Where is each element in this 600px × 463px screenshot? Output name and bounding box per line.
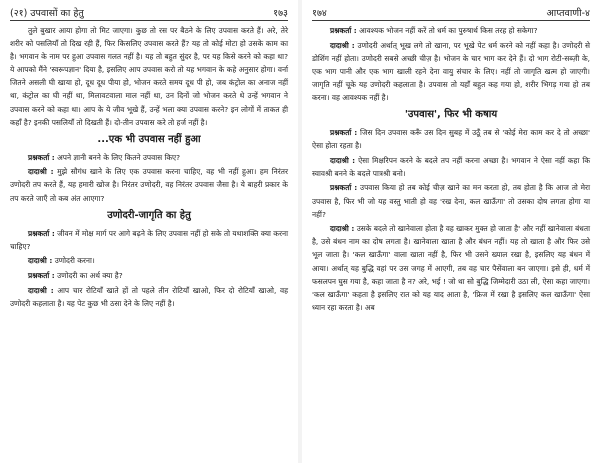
paragraph-text: मुझे सौगंध खाने के लिए एक उपवास करना चाहिए, वह भी नहीं हुआ। हम निरंतर उणोदरी तप करते हैं, यह हमारी खोज है। निरंतर उणोदरी, वह निरंतर उपवास जैसा है। ये बाहरी प्रकार के तप करते जाएँ तो कब अंत आएगा? [10, 167, 288, 203]
speaker-label: प्रश्नकर्ता : [330, 128, 358, 138]
paragraph-text: उणोदरी अर्थात् भूख लगे तो खाना, पर भूखे पेट धर्म करने को नहीं कहा है। उणोदरी से डोशिंग नहीं होता। उणोदरी सबसे अच्छी चीज़ है। भोजन के चार भाग कर देने हैं। दो भाग रोटी-सब्ज़ी के, एक भाग पानी और एक भाग खाली रहने देना वायु संचार के लिए। नहीं तो जागृति खत्म हो जाएगी। जागृति नहीं चूके यह उणोदरी कहलाता है। उपवास तो यहाँ बहुत कह गया हो, शरीर भिगड़ गया हो तब करना। वह आवश्यक नहीं है। [312, 40, 590, 102]
section-heading: ...एक भी उपवास नहीं हुआ [97, 133, 201, 145]
paragraph-text: जिस दिन उपवास करूँ उस दिन सुबह में उठूँ तब से 'कोई मेरा काम कर दे तो अच्छा' ऐसा होता रहता है। [312, 128, 591, 151]
paragraph [312, 39, 590, 104]
right-page [304, 0, 600, 463]
page-body [312, 24, 590, 314]
speaker-label: प्रश्नकर्ता : [28, 152, 55, 162]
speaker-label: प्रश्नकर्ता : [330, 26, 357, 35]
page-body [10, 24, 288, 310]
chapter-header: (२१) उपवासों का हेतु [10, 7, 84, 19]
running-header [10, 4, 288, 21]
speaker-label: दादाश्री : [330, 40, 355, 50]
paragraph-text: अपने ज्ञानी बनने के लिए कितने उपवास किए? [57, 152, 181, 162]
paragraph-text: आवश्यक भोजन नहीं करें तो धर्म का पुरुषार्थ किस तरह हो सकेगा? [359, 26, 538, 35]
speaker-label: प्रश्नकर्ता : [28, 270, 55, 280]
paragraph [312, 24, 590, 37]
page-number: १७३ [273, 7, 288, 19]
book-title-header: आप्तवाणी-४ [546, 7, 590, 19]
running-header [312, 4, 590, 21]
speaker-label: दादाश्री : [28, 167, 54, 177]
paragraph [312, 126, 590, 152]
paragraph [312, 154, 590, 180]
paragraph-text: तुले बुखार आया होगा तो मिट जाएगा। कुछ तो रस पर बैठने के लिए उपवास करते हैं। अरे, तेरे शरीर को पसलियाँ तो दिख रही हैं, फिर किसलिए उपवास करते हैं? यह तो कोई मोटा हो उसके काम का है। भगवान के नाम पर हुआ उपवास गलत नहीं है। यह तो बहुत सुंदर है, पर यह किसे करने को कहा था? ये आपको मैंने 'स्वरूपज्ञान' दिया है, इसलिए आप उपवास करो तो यह भगवान के कहे अनुसार होगा। वर्ना जितने असली घी खाया हो, दूध दूध पीया हो, भोजन करते समय दूध पी हो, जब कंट्रोल का अनाज नहीं था, कंट्रोल का घी नहीं था, मिलावटवाला माल नहीं था, उन दिनों जो भोजन करते थे उन्हें भगवान ने उपवास करने को कहा था। आप के ये जीव भूखे हैं, उन्हें भला क्या उपवास करने? इन लोगों में ताकत ही कहाँ है? इनकी पसलियाँ तो दिखती हैं। दो-तीन उपवास करे तो हर्ज नहीं है। [10, 26, 288, 127]
paragraph-text: जीवन में मोक्ष मार्ग पर आगे बढ़ने के लिए उपवास नहीं हो सके तो यथाशक्ति क्या करना चाहिए? [10, 228, 288, 251]
paragraph-text: उपवास किया हो तब कोई चीज़ खाने का मन करता हो, तब होता है कि आज तो मेरा उपवास है, फिर भी जो यह वस्तु भाती हो वह 'रख देना, कल खाऊँगा' तो उसका दोष लगता होगा या नहीं? [312, 183, 590, 219]
speaker-label: दादाश्री : [330, 224, 355, 234]
paragraph [10, 269, 288, 282]
paragraph [10, 284, 288, 310]
paragraph [10, 227, 288, 253]
paragraph [10, 165, 288, 204]
speaker-label: दादाश्री : [330, 155, 356, 165]
left-page [0, 0, 296, 463]
paragraph [312, 181, 590, 220]
speaker-label: प्रश्नकर्ता : [330, 183, 358, 193]
speaker-label: दादाश्री : [28, 285, 54, 295]
paragraph-text: आप चार रोटियाँ खाते हों तो पहले तीन रोटियाँ खाओ, फिर दो रोटियाँ खाओ, वह उणोदरी कहलाता है। यह पेट कुछ भी ठसा देने के लिए नहीं है। [10, 285, 289, 308]
paragraph-text: उसके बदले तो खानेवाला होता है वह खाकर मुक्त हो जाता है' और नहीं खानेवाला बंधता है, उसे बंधन नाम का दोष लगता है। खानेवाला खाता है और बंधन नहीं। यह तो खाता है और फिर उसे भूल जाता है। 'कल खाऊँगा' वाला खाता नहीं है, फिर भी उसने ख्याल रखा है, इसलिए यह बंधन में आया। अर्थात् यह बुद्धि वहां पर उस जगह में आएगी, तब वह चार पैसेंवाला बन जाएगा। इसे ही, धर्म में फसलपन घुस गया है, कहा जाता है न? अरे, भई ! जो था सो बुद्धि जिम्मेदारी उठा ली, ऐसा कहा जाएगा। 'कल खाऊँगा' कहता है इसलिए रात को यह याद आता है, 'फ्रिज में रखा है इसलिए कल खाऊँगा' ऐसा ध्यान रहा करता है। अब [312, 224, 590, 312]
paragraph [312, 222, 590, 314]
paragraph [10, 254, 288, 267]
paragraph-text: उणोदरी का अर्थ क्या है? [57, 270, 123, 280]
paragraph [10, 24, 288, 129]
page-number: १७४ [312, 7, 327, 19]
paragraph [10, 151, 288, 164]
paragraph-text: उणोदरी करना। [54, 256, 95, 266]
speaker-label: दादाश्री : [28, 256, 53, 266]
paragraph-text: ऐसा मिक्षरिपन करने के बदले तप नहीं करना अच्छा है। भगवान ने ऐसा नहीं कहा कि स्वावश्री बनने के बदले पात्रश्री बनो। [312, 155, 590, 178]
speaker-label: प्रश्नकर्ता : [28, 228, 55, 238]
section-heading: 'उपवास', फिर भी कषाय [404, 109, 498, 121]
section-heading: उणोदरी-जागृति का हेतु [107, 209, 191, 221]
book-gutter [298, 0, 302, 463]
